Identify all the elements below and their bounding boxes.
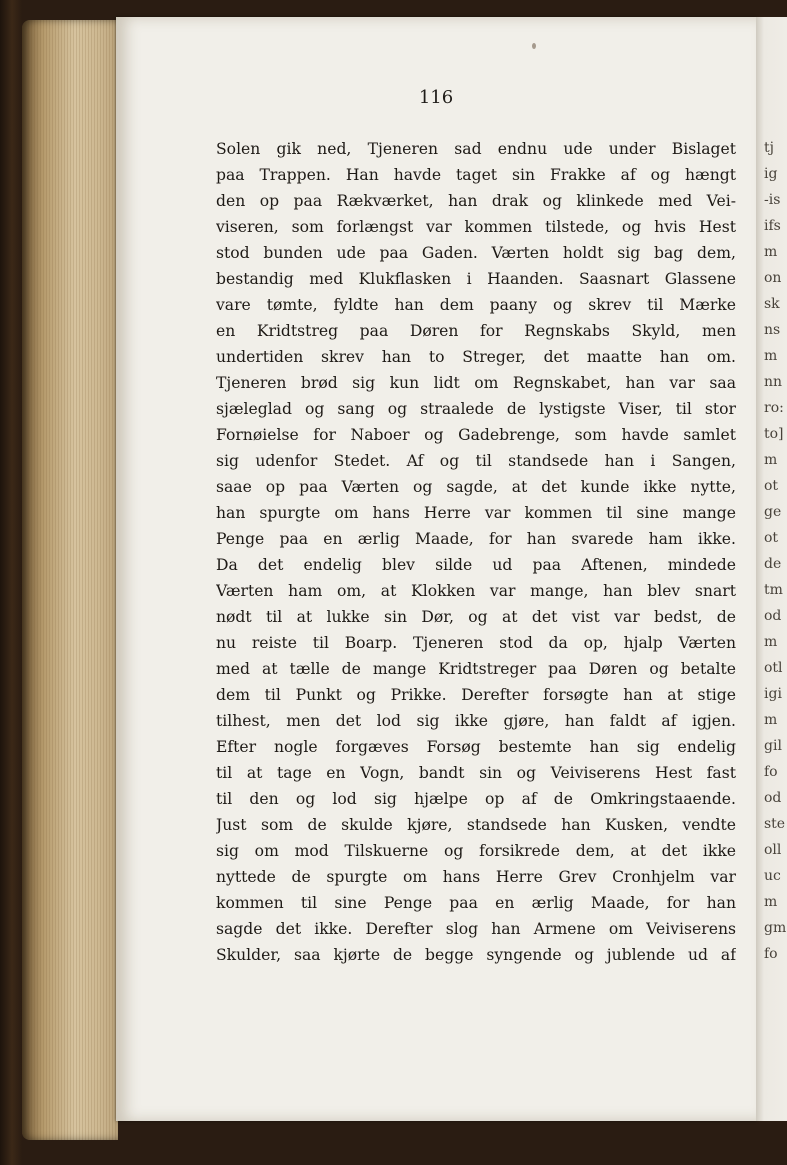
text-line: han spurgte om hans Herre var kommen til sine mange [216,504,736,522]
next-page-fragment: ig [764,166,778,182]
text-line: undertiden skrev han to Streger, det maatte han om. [216,348,736,366]
book-page [116,17,756,1121]
next-page-fragment: m [764,894,778,910]
next-page-fragment: ifs [764,218,781,234]
text-line: sjæleglad og sang og straalede de lystigste Viser, til stor [216,400,736,418]
text-line: Værten ham om, at Klokken var mange, han blev snart [216,582,736,600]
text-line: til at tage en Vogn, bandt sin og Veiviserens Hest fast [216,764,736,782]
book-page-edges [22,20,118,1140]
text-line: saae op paa Værten og sagde, at det kunde ikke nytte, [216,478,736,496]
text-line: sig udenfor Stedet. Af og til standsede han i Sangen, [216,452,736,470]
page-number: 116 [418,87,454,108]
next-page-fragment: -is [764,192,781,208]
text-line: viseren, som forlængst var kommen tilstede, og hvis Hest [216,218,736,236]
next-page-fragment: de [764,556,782,572]
next-page-fragment: oll [764,842,782,858]
text-line: sagde det ikke. Derefter slog han Armene om Veiviserens [216,920,736,938]
text-line: stod bunden ude paa Gaden. Værten holdt sig bag dem, [216,244,736,262]
next-page-fragment: od [764,790,782,806]
next-page-fragment: gil [764,738,782,754]
text-line: kommen til sine Penge paa en ærlig Maade, for han [216,894,736,912]
next-page-fragment: tm [764,582,783,598]
text-line: tilhest, men det lod sig ikke gjøre, han faldt af igjen. [216,712,736,730]
paper-spot [532,43,536,49]
next-page-fragment: fo [764,946,778,962]
next-page-fragment: ot [764,478,779,494]
next-page-fragment: od [764,608,782,624]
next-page-edge [756,17,787,1121]
text-line: nødt til at lukke sin Dør, og at det vist var bedst, de [216,608,736,626]
text-line: nyttede de spurgte om hans Herre Grev Cronhjelm var [216,868,736,886]
text-line: den op paa Rækværket, han drak og klinkede med Vei- [216,192,736,210]
text-line: Penge paa en ærlig Maade, for han svarede ham ikke. [216,530,736,548]
body-text [216,136,736,968]
next-page-fragment: ro: [764,400,784,416]
text-line: sig om mod Tilskuerne og forsikrede dem, at det ikke [216,842,736,860]
next-page-fragment: sk [764,296,780,312]
text-line: nu reiste til Boarp. Tjeneren stod da op, hjalp Værten [216,634,736,652]
next-page-fragment: m [764,634,778,650]
text-line: en Kridtstreg paa Døren for Regnskabs Skyld, men [216,322,736,340]
next-page-fragment: otl [764,660,783,676]
next-page-fragment: gm [764,920,787,936]
next-page-fragment: uc [764,868,781,884]
text-line: Da det endelig blev silde ud paa Aftenen, mindede [216,556,736,574]
next-page-fragment: ns [764,322,781,338]
next-page-fragment: m [764,452,778,468]
text-line: Efter nogle forgæves Forsøg bestemte han sig endelig [216,738,736,756]
next-page-fragment: tj [764,140,774,156]
text-line: Fornøielse for Naboer og Gadebrenge, som havde samlet [216,426,736,444]
text-line: paa Trappen. Han havde taget sin Frakke af og hængt [216,166,736,184]
text-line: vare tømte, fyldte han dem paany og skrev til Mærke [216,296,736,314]
next-page-fragment: ot [764,530,779,546]
next-page-fragment: ge [764,504,782,520]
text-line: Solen gik ned, Tjeneren sad endnu ude under Bislaget [216,140,736,158]
next-page-fragment: nn [764,374,783,390]
next-page-fragment: ste [764,816,786,832]
text-line: Tjeneren brød sig kun lidt om Regnskabet, han var saa [216,374,736,392]
text-line: bestandig med Klukflasken i Haanden. Saasnart Glassene [216,270,736,288]
next-page-fragment: igi [764,686,782,702]
next-page-fragment: on [764,270,782,286]
next-page-fragment: m [764,712,778,728]
text-line: Just som de skulde kjøre, standsede han Kusken, vendte [216,816,736,834]
text-line: Skulder, saa kjørte de begge syngende og jublende ud af [216,946,736,964]
next-page-fragment: m [764,244,778,260]
text-line: med at tælle de mange Kridtstreger paa Døren og betalte [216,660,736,678]
text-line: til den og lod sig hjælpe op af de Omkringstaaende. [216,790,736,808]
next-page-fragment: fo [764,764,778,780]
text-line: dem til Punkt og Prikke. Derefter forsøgte han at stige [216,686,736,704]
next-page-fragment: to] [764,426,784,442]
next-page-fragment: m [764,348,778,364]
